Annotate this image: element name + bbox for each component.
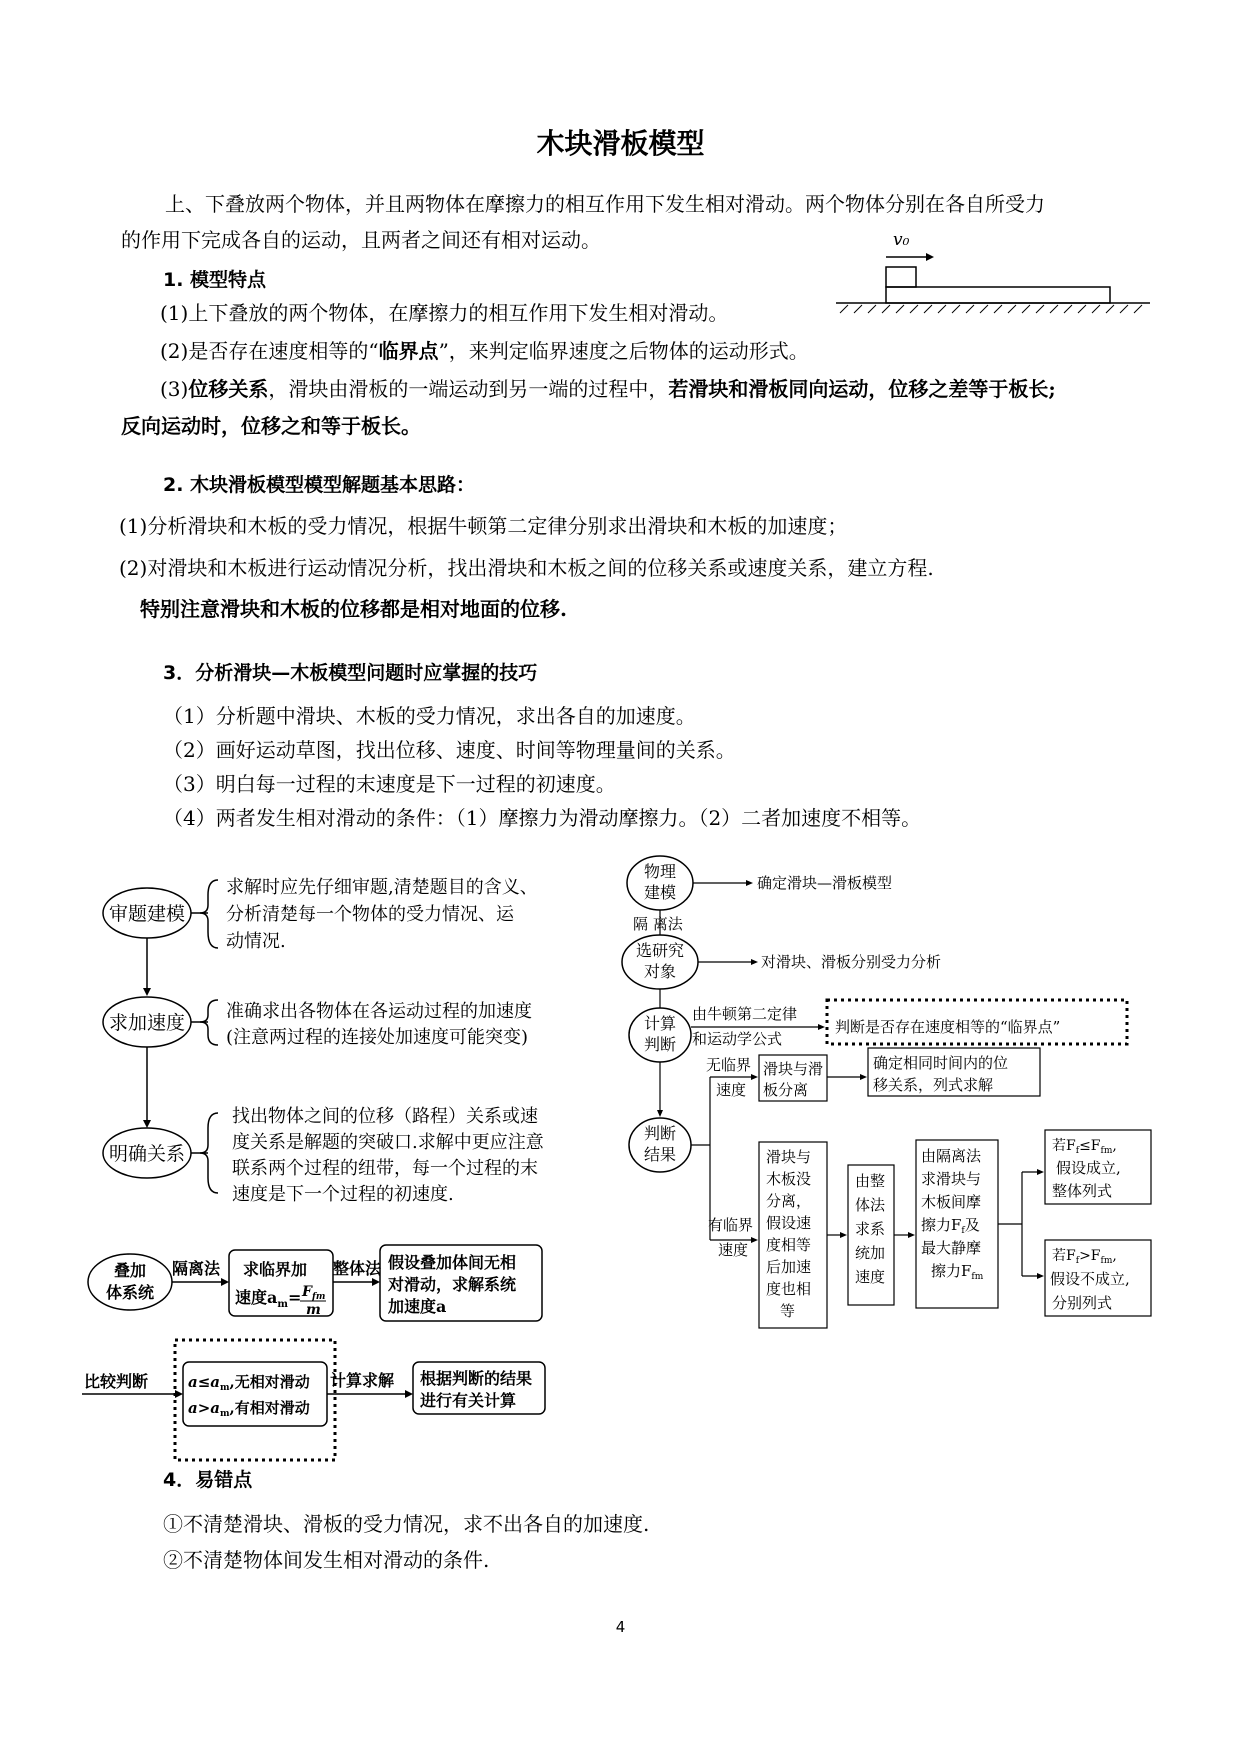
isolation-5: 最大静摩 xyxy=(921,1239,982,1257)
has-critical-1: 有临界 xyxy=(708,1216,754,1234)
label-newton-1: 由牛顿第二定律 xyxy=(692,1005,798,1023)
separated-2: 板分离 xyxy=(763,1081,809,1099)
critical-text-1: 求临界加 xyxy=(243,1260,308,1279)
node-relation-text-2: 度关系是解题的突破口.求解中更应注意 xyxy=(232,1132,544,1153)
result-fail-1: 若$F_f>F_{fm}$, xyxy=(1052,1248,1117,1266)
node-review-text-1: 求解时应先仔细审题,清楚题目的含义、 xyxy=(226,877,538,898)
node-review-label: 审题建模 xyxy=(108,903,186,925)
page-number: 4 xyxy=(615,1618,626,1636)
node-judge-result-2: 结果 xyxy=(643,1145,677,1164)
has-critical-2: 速度 xyxy=(718,1241,749,1259)
not-separated-1: 滑块与 xyxy=(766,1148,812,1166)
label-whole: 整体法 xyxy=(333,1259,382,1278)
node-accel-label: 求加速度 xyxy=(108,1012,186,1034)
not-separated-5: 度相等 xyxy=(766,1236,812,1254)
board xyxy=(886,287,1110,303)
section-3-item-4: （4）两者发生相对滑动的条件：（1）摩擦力为滑动摩擦力。（2）二者加速度不相等。 xyxy=(163,806,922,830)
separated-result-1: 确定相同时间内的位 xyxy=(873,1054,1009,1072)
node-relation-text-1: 找出物体之间的位移（路程）关系或速 xyxy=(232,1106,538,1127)
whole-method-4: 统加 xyxy=(855,1244,886,1262)
assume-text-1: 假设叠加体间无相 xyxy=(388,1253,517,1272)
section-4-heading: 4．易错点 xyxy=(163,1469,253,1491)
label-compute: 计算求解 xyxy=(330,1371,395,1390)
result-hold-3: 整体列式 xyxy=(1052,1182,1113,1200)
not-separated-2: 木板没 xyxy=(766,1170,812,1188)
result-hold-1: 若$F_f\le F_{fm}$, xyxy=(1052,1138,1117,1156)
isolation-6: 擦力$F_{fm}$ xyxy=(931,1262,984,1282)
isolation-3: 木板间摩 xyxy=(921,1193,982,1211)
critical-numerator: $F_{fm}$ xyxy=(302,1284,326,1302)
node-stack-label-1: 叠加 xyxy=(113,1261,147,1280)
node-physics-model-1: 物理 xyxy=(643,862,677,881)
whole-method-3: 求系 xyxy=(855,1220,886,1238)
section-1-item-3-cont: 反向运动时，位移之和等于板长。 xyxy=(121,414,421,438)
page-title: 木块滑板模型 xyxy=(536,127,705,160)
node-compute-judge-2: 判断 xyxy=(643,1035,677,1054)
result-hold-2: 假设成立, xyxy=(1056,1159,1121,1177)
node-research-object-2: 对象 xyxy=(643,962,677,981)
no-critical-2: 速度 xyxy=(716,1081,747,1099)
critical-text-2: 速度$a_m=$ xyxy=(235,1288,302,1310)
separated-result-2: 移关系，列式求解 xyxy=(873,1076,994,1094)
section-2-note: 特别注意滑块和木板的位移都是相对地面的位移. xyxy=(140,597,567,621)
flow-bottom-diagram xyxy=(80,1240,580,1465)
block xyxy=(886,267,916,287)
section-4-item-2: ②不清楚物体间发生相对滑动的条件. xyxy=(163,1548,490,1572)
condition-1: $a\le a_m$,无相对滑动 xyxy=(188,1373,310,1393)
not-separated-7: 度也相 xyxy=(766,1280,812,1298)
section-1-item-2: (2)是否存在速度相等的“临界点”，来判定临界速度之后物体的运动形式。 xyxy=(160,339,809,363)
result-text-1: 根据判断的结果 xyxy=(420,1369,533,1388)
not-separated-3: 分离， xyxy=(766,1192,812,1210)
section-1-item-3: (3)位移关系，滑块由滑板的一端运动到另一端的过程中，若滑块和滑板同向运动，位移之差等于板长; xyxy=(160,377,1056,401)
isolation-2: 求滑块与 xyxy=(921,1170,982,1188)
flow-left-diagram xyxy=(90,860,590,1210)
section-2-item-1: (1)分析滑块和木板的受力情况，根据牛顿第二定律分别求出滑块和木板的加速度； xyxy=(119,514,848,538)
isolation-1: 由隔离法 xyxy=(921,1147,982,1165)
result-fail-3: 分别列式 xyxy=(1052,1294,1113,1312)
separated-1: 滑块与滑 xyxy=(763,1060,824,1078)
flow-right-diagram xyxy=(620,850,1180,1320)
section-1-heading: 1. 模型特点 xyxy=(163,269,267,291)
block-board-figure xyxy=(830,225,1150,325)
v0-label: v₀ xyxy=(893,230,910,250)
not-separated-8: 等 xyxy=(780,1302,796,1320)
out-critical-point: 判断是否存在速度相等的“临界点” xyxy=(835,1018,1061,1036)
out-research: 对滑块、滑板分别受力分析 xyxy=(761,953,942,971)
assume-text-3: 加速度a xyxy=(388,1297,447,1316)
node-research-object-1: 选研究 xyxy=(635,941,685,960)
section-3-item-3: （3）明白每一过程的末速度是下一过程的初速度。 xyxy=(163,772,616,796)
not-separated-6: 后加速 xyxy=(766,1258,812,1276)
out-model: 确定滑块—滑板模型 xyxy=(757,874,893,892)
node-relation-label: 明确关系 xyxy=(108,1143,186,1165)
section-1-item-1: (1)上下叠放的两个物体，在摩擦力的相互作用下发生相对滑动。 xyxy=(160,301,729,325)
node-accel-text-2: (注意两过程的连接处加速度可能突变) xyxy=(226,1027,529,1048)
whole-method-5: 速度 xyxy=(855,1268,886,1286)
no-critical-1: 无临界 xyxy=(706,1056,752,1074)
label-isolate: 隔离法 xyxy=(172,1259,221,1278)
result-text-2: 进行有关计算 xyxy=(420,1391,517,1410)
node-compute-judge-1: 计算 xyxy=(643,1014,677,1033)
intro-line-2: 的作用下完成各自的运动，且两者之间还有相对运动。 xyxy=(121,228,601,252)
label-isolate-right: 隔 离法 xyxy=(633,915,683,933)
section-3-item-2: （2）画好运动草图，找出位移、速度、时间等物理量间的关系。 xyxy=(163,738,736,762)
node-accel-text-1: 准确求出各物体在各运动过程的加速度 xyxy=(226,1001,532,1022)
section-3-item-1: （1）分析题中滑块、木板的受力情况，求出各自的加速度。 xyxy=(163,704,696,728)
critical-denominator: m xyxy=(306,1302,321,1318)
section-4-item-1: ①不清楚滑块、滑板的受力情况，求不出各自的加速度. xyxy=(163,1512,650,1536)
isolation-4: 擦力$F_f$及 xyxy=(921,1216,980,1236)
label-newton-2: 和运动学公式 xyxy=(692,1030,783,1048)
whole-method-2: 体法 xyxy=(855,1196,886,1214)
assume-text-2: 对滑动，求解系统 xyxy=(388,1275,517,1294)
node-stack-label-2: 体系统 xyxy=(105,1283,155,1302)
intro-line-1: 上、下叠放两个物体，并且两物体在摩擦力的相互作用下发生相对滑动。两个物体分别在各自所受力 xyxy=(165,192,1045,216)
section-3-heading: 3．分析滑块—木板模型问题时应掌握的技巧 xyxy=(163,662,538,684)
result-fail-2: 假设不成立, xyxy=(1050,1270,1130,1288)
node-relation-text-3: 联系两个过程的纽带，每一个过程的末 xyxy=(232,1158,538,1179)
section-2-heading: 2. 木块滑板模型模型解题基本思路： xyxy=(163,474,476,496)
node-relation-text-4: 速度是下一个过程的初速度. xyxy=(232,1184,454,1205)
node-review-text-2: 分析清楚每一个物体的受力情况、运 xyxy=(226,904,514,925)
not-separated-4: 假设速 xyxy=(766,1214,812,1232)
label-compare: 比较判断 xyxy=(84,1372,149,1391)
node-physics-model-2: 建模 xyxy=(643,883,677,902)
node-review-text-3: 动情况. xyxy=(226,931,286,952)
node-judge-result-1: 判断 xyxy=(643,1124,677,1143)
condition-2: $a>a_m$,有相对滑动 xyxy=(188,1399,310,1419)
whole-method-1: 由整 xyxy=(855,1172,886,1190)
section-2-item-2: (2)对滑块和木板进行运动情况分析，找出滑块和木板之间的位移关系或速度关系，建立方程. xyxy=(119,556,934,580)
